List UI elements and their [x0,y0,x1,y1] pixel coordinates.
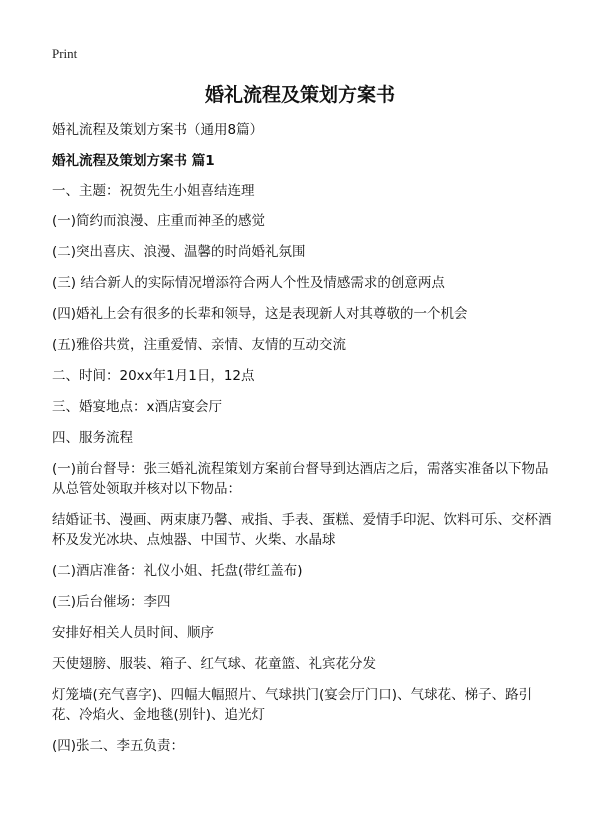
print-label: Print [52,46,78,61]
paragraph-line: (三) 结合新人的实际情况增添符合两人个性及情感需求的创意两点 [52,275,445,291]
paragraph-line: 灯笼墙(充气喜字)、四幅大幅照片、气球拱门(宴会厅门口)、气球花、梯子、路引花、冷焰火、金地毯(别针)、追光灯 [52,687,533,723]
paragraph-line: (五)雅俗共赏，注重爱情、亲情、友情的互动交流 [52,337,347,353]
paragraph-line: 四、服务流程 [52,430,133,446]
paragraph-line: (四)张二、李五负责： [52,738,185,754]
paragraph-line: 天使翅膀、服装、箱子、红气球、花童篮、礼宾花分发 [52,656,376,672]
paragraph-line: (三)后台催场：李四 [52,594,171,610]
paragraph-line: 二、时间：20xx年1月1日，12点 [52,368,255,384]
paragraph-line: 三、婚宴地点：x酒店宴会厅 [52,399,222,415]
paragraph-line: (一)简约而浪漫、庄重而神圣的感觉 [52,213,266,229]
paragraph-line: 结婚证书、漫画、两束康乃馨、戒指、手表、蛋糕、爱情手印泥、饮料可乐、交杯酒杯及发光冰块、点烛器、中国节、火柴、水晶球 [52,512,552,548]
section-heading: 婚礼流程及策划方案书 篇1 [52,153,215,169]
paragraph-line: 一、主题：祝贺先生小姐喜结连理 [52,183,255,199]
paragraph-line: 安排好相关人员时间、顺序 [52,625,214,641]
document-title: 婚礼流程及策划方案书 [204,84,395,106]
document-subtitle: 婚礼流程及策划方案书（通用8篇） [52,122,264,138]
paragraph-line: (一)前台督导：张三婚礼流程策划方案前台督导到达酒店之后，需落实准备以下物品 从总管处领取并核对以下物品： [52,461,549,497]
paragraph-line: (四)婚礼上会有很多的长辈和领导，这是表现新人对其尊敬的一个机会 [52,306,468,322]
paragraph-line: (二)突出喜庆、浪漫、温馨的时尚婚礼氛围 [52,244,306,260]
paragraph-line: (二)酒店准备：礼仪小姐、托盘(带红盖布) [52,563,303,579]
